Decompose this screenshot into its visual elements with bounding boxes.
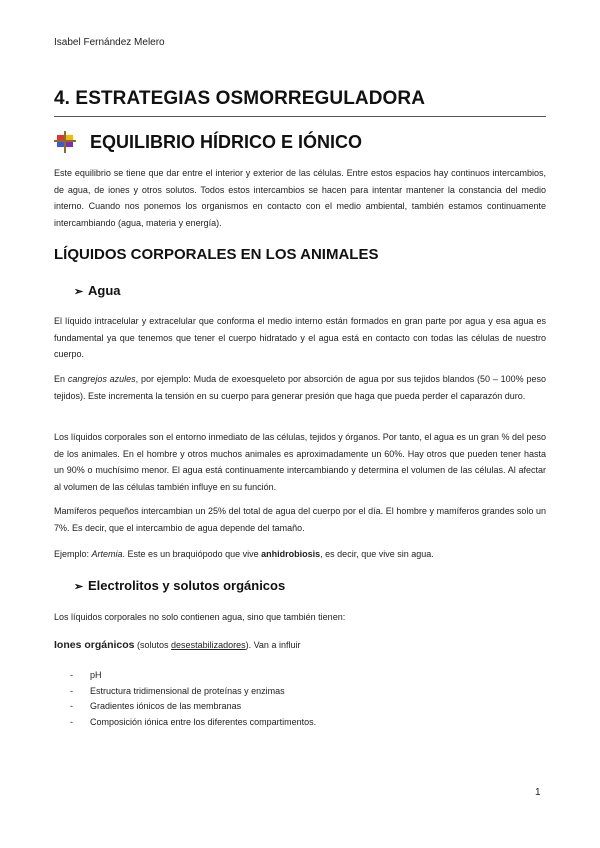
agua-paragraph-5 xyxy=(54,546,546,563)
ions-line xyxy=(54,639,300,651)
four-color-bullet-icon xyxy=(54,131,76,153)
subsection-agua-label: Agua xyxy=(88,283,121,298)
p2-species: cangrejos azules xyxy=(67,374,136,384)
author-header: Isabel Fernández Melero xyxy=(54,37,165,48)
section-heading-row xyxy=(54,131,546,155)
ions-label: Iones orgánicos xyxy=(54,639,135,651)
subsection-agua xyxy=(74,283,121,298)
chapter-title: 4. ESTRATEGIAS OSMORREGULADORA xyxy=(54,88,426,109)
list-item: - pH xyxy=(70,668,316,684)
agua-paragraph-4: Mamíferos pequeños intercambian un 25% del total de agua del cuerpo por el día. El hombre y mamíferos grandes solo un 7%. Es decir, que el intercambio de agua depende del tamaño. xyxy=(54,506,546,533)
section-title-equilibrio: EQUILIBRIO HÍDRICO E IÓNICO xyxy=(90,132,363,152)
arrow-bullet-icon: ➢ xyxy=(74,286,84,298)
p5-prefix: Ejemplo: xyxy=(54,549,92,559)
agua-paragraph-1: El líquido intracelular y extracelular que conforma el medio interno están formados en gran parte por agua y esa agua es fundamental ya que tenemos que tener el cuerpo hidratado y el agua está en contacto con todas las células de nuestro cuerpo. xyxy=(54,316,546,359)
ions-rest: ). Van a influir xyxy=(245,640,301,650)
arrow-bullet-icon: ➢ xyxy=(74,581,84,593)
title-divider xyxy=(54,116,546,117)
agua-paragraph-2 xyxy=(54,371,546,404)
list-item: - Composición iónica entre los diferentes compartimentos. xyxy=(70,715,316,731)
ions-underlined-term: desestabilizadores xyxy=(171,640,246,650)
influence-list xyxy=(70,668,316,730)
section-title-liquidos: LÍQUIDOS CORPORALES EN LOS ANIMALES xyxy=(54,246,379,263)
list-item: - Gradientes iónicos de las membranas xyxy=(70,699,316,715)
p5-mid: . Este es un braquiópodo que vive xyxy=(122,549,262,559)
ions-paren: (solutos xyxy=(134,640,172,650)
p5-species: Artemia xyxy=(91,549,123,559)
subsection-electrolitos-label: Electrolitos y solutos orgánicos xyxy=(88,578,286,593)
list-item: - Estructura tridimensional de proteínas y enzimas xyxy=(70,684,316,700)
agua-paragraph-3: Los líquidos corporales son el entorno inmediato de las células, tejidos y órganos. Por tanto, el agua es un gran % del peso de los animales. En el hombre y otros muchos animales es aproximadamente un 60%. Hay otros que pueden tener hasta un 90% o muchísimo menor. El agua está continuamente intercambiando y determina el volumen de las células. Al afectar al volumen de las células también influye en su función. xyxy=(54,432,546,492)
p2-rest: , por ejemplo: Muda de exoesqueleto por absorción de agua por sus tejidos blandos (50 – 100% peso tejidos). Este incrementa la tensión en su cuerpo para generar presión que haga que pueda perder el caparazón duro. xyxy=(54,374,546,401)
p2-prefix: En xyxy=(54,374,68,384)
page-number: 1 xyxy=(535,787,541,798)
subsection-electrolitos xyxy=(74,578,285,593)
p5-term: anhidrobiosis xyxy=(261,549,321,559)
electrolitos-paragraph: Los líquidos corporales no solo contienen agua, sino que también tienen: xyxy=(54,612,346,622)
intro-paragraph: Este equilibrio se tiene que dar entre el interior y exterior de las células. Entre estos espacios hay continuos intercambios, de agua, de iones y otros solutos. Todos estos intercambios se hacen para intentar mantener la constancia del medio interno. Cuando nos ponemos los organismos en contacto con el medio ambiental, también estamos continuamente intercambiando (agua, materia y energía). xyxy=(54,168,546,228)
p5-rest: , es decir, que vive sin agua. xyxy=(320,549,434,559)
